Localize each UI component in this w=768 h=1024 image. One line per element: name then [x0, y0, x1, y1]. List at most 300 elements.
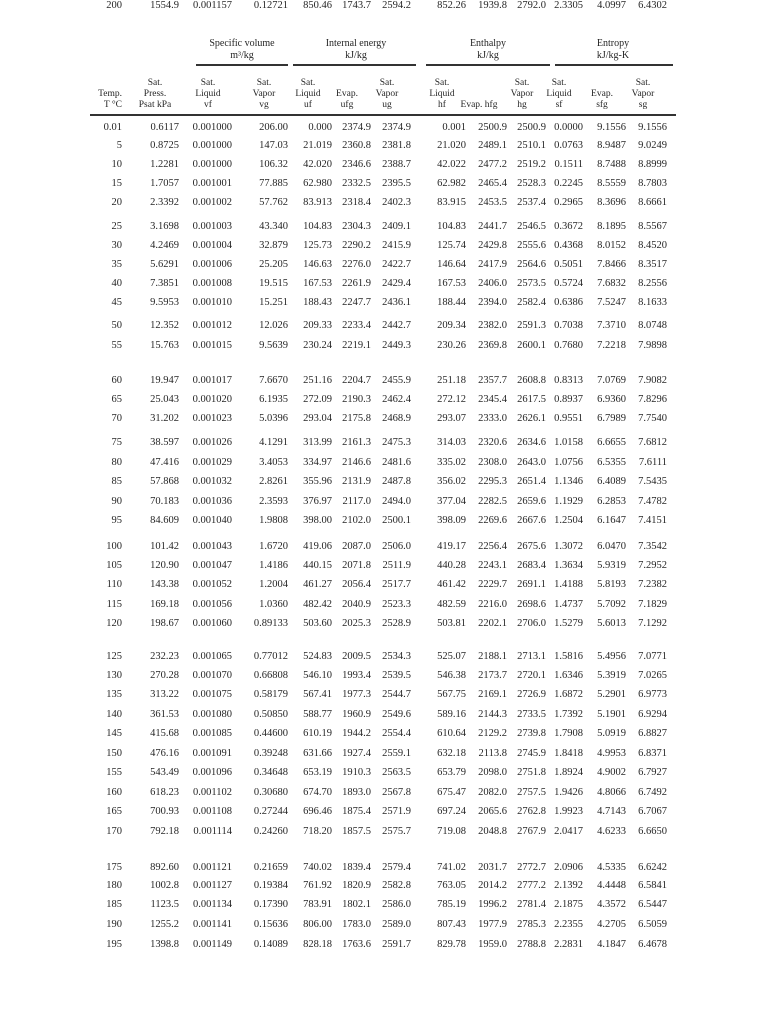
- table-cell: 0.001000: [192, 159, 232, 170]
- column-header-line: Psat kPa: [138, 100, 172, 110]
- table-cell: 5.8193: [597, 579, 626, 590]
- table-cell: 1.4188: [554, 579, 583, 590]
- table-cell: 77.885: [259, 178, 288, 189]
- table-cell: 8.3517: [638, 259, 667, 270]
- table-cell: 0.001003: [192, 221, 232, 232]
- table-cell: 2549.6: [382, 709, 411, 720]
- table-cell: 7.7540: [638, 413, 667, 424]
- table-cell: 2.2831: [554, 939, 583, 950]
- table-cell: 2594.2: [382, 0, 411, 11]
- table-cell: 65: [111, 394, 122, 405]
- table-cell: 1.9808: [259, 515, 288, 526]
- table-cell: 175: [106, 862, 122, 873]
- table-cell: 2048.8: [478, 826, 507, 837]
- table-cell: 1783.0: [342, 919, 371, 930]
- table-cell: 2065.6: [478, 806, 507, 817]
- table-cell: 165: [106, 806, 122, 817]
- table-cell: 104.83: [437, 221, 466, 232]
- table-cell: 0.34648: [253, 767, 288, 778]
- table-cell: 8.1895: [597, 221, 626, 232]
- table-cell: 588.77: [303, 709, 332, 720]
- table-cell: 718.20: [303, 826, 332, 837]
- table-cell: 2381.8: [382, 140, 411, 151]
- table-cell: 125.74: [437, 240, 466, 251]
- table-cell: 251.16: [303, 375, 332, 386]
- table-cell: 2190.3: [342, 394, 371, 405]
- table-cell: 15: [111, 178, 122, 189]
- table-cell: 1910.3: [342, 767, 371, 778]
- table-cell: 6.4678: [638, 939, 667, 950]
- table-cell: 1.3072: [554, 541, 583, 552]
- table-cell: 7.2952: [638, 560, 667, 571]
- column-header-line: Sat.: [379, 78, 395, 88]
- table-cell: 7.5435: [638, 476, 667, 487]
- table-cell: 0.50850: [253, 709, 288, 720]
- table-cell: 2.0417: [554, 826, 583, 837]
- table-cell: 9.5639: [259, 340, 288, 351]
- table-cell: 361.53: [150, 709, 179, 720]
- table-cell: 6.7492: [638, 787, 667, 798]
- table-cell: 2442.7: [382, 320, 411, 331]
- table-cell: 2500.9: [517, 122, 546, 133]
- table-cell: 2726.9: [517, 689, 546, 700]
- table-cell: 2219.1: [342, 340, 371, 351]
- table-cell: 356.02: [437, 476, 466, 487]
- table-cell: 2.0906: [554, 862, 583, 873]
- table-cell: 2188.1: [478, 651, 507, 662]
- table-cell: 2320.6: [478, 437, 507, 448]
- table-cell: 546.38: [437, 670, 466, 681]
- table-cell: 8.6661: [638, 197, 667, 208]
- table-cell: 314.03: [437, 437, 466, 448]
- table-cell: 4.2469: [150, 240, 179, 251]
- table-cell: 631.66: [303, 748, 332, 759]
- table-cell: 6.8827: [638, 728, 667, 739]
- table-cell: 1.3634: [554, 560, 583, 571]
- column-header-line: Vapor: [252, 89, 276, 99]
- table-cell: 2056.4: [342, 579, 371, 590]
- table-cell: 4.2705: [597, 919, 626, 930]
- table-cell: 2500.1: [382, 515, 411, 526]
- table-cell: 1763.6: [342, 939, 371, 950]
- table-cell: 0.7038: [554, 320, 583, 331]
- table-cell: 7.0771: [638, 651, 667, 662]
- table-cell: 42.022: [437, 159, 466, 170]
- table-cell: 5.9319: [597, 560, 626, 571]
- table-cell: 1802.1: [342, 899, 371, 910]
- table-cell: 4.4448: [597, 880, 626, 891]
- table-cell: 567.41: [303, 689, 332, 700]
- table-cell: 3.1698: [150, 221, 179, 232]
- table-cell: 7.0769: [597, 375, 626, 386]
- table-cell: 2.3392: [150, 197, 179, 208]
- table-cell: 0.44600: [253, 728, 288, 739]
- table-cell: 2332.5: [342, 178, 371, 189]
- table-cell: 2563.5: [382, 767, 411, 778]
- table-cell: 313.22: [150, 689, 179, 700]
- column-header-line: Temp.: [98, 89, 122, 99]
- table-cell: 2369.8: [478, 340, 507, 351]
- table-cell: 2144.3: [478, 709, 507, 720]
- table-cell: 2071.8: [342, 560, 371, 571]
- table-cell: 674.70: [303, 787, 332, 798]
- table-cell: 0.58179: [253, 689, 288, 700]
- table-cell: 2243.1: [478, 560, 507, 571]
- table-cell: 543.49: [150, 767, 179, 778]
- table-cell: 2175.8: [342, 413, 371, 424]
- table-cell: 0.21659: [253, 862, 288, 873]
- table-cell: 2617.5: [517, 394, 546, 405]
- table-cell: 251.18: [437, 375, 466, 386]
- table-cell: 1960.9: [342, 709, 371, 720]
- table-cell: 6.7989: [597, 413, 626, 424]
- table-cell: 188.43: [303, 297, 332, 308]
- table-cell: 2.3593: [259, 496, 288, 507]
- table-cell: 2739.8: [517, 728, 546, 739]
- table-cell: 5.4956: [597, 651, 626, 662]
- table-cell: 35: [111, 259, 122, 270]
- table-cell: 503.60: [303, 618, 332, 629]
- table-cell: 610.19: [303, 728, 332, 739]
- group-header-rule: [293, 64, 416, 66]
- table-cell: 0.001108: [193, 806, 232, 817]
- table-cell: 8.5559: [597, 178, 626, 189]
- table-cell: 0.12721: [253, 0, 288, 11]
- table-cell: 3.4053: [259, 457, 288, 468]
- table-cell: 0.0763: [554, 140, 583, 151]
- table-cell: 0.001029: [192, 457, 232, 468]
- column-header-line: ufg: [340, 100, 354, 110]
- table-cell: 31.202: [150, 413, 179, 424]
- table-cell: 19.947: [150, 375, 179, 386]
- table-cell: 0.001008: [192, 278, 232, 289]
- table-cell: 2468.9: [382, 413, 411, 424]
- table-cell: 0.39248: [253, 748, 288, 759]
- table-cell: 4.7143: [597, 806, 626, 817]
- table-cell: 2608.8: [517, 375, 546, 386]
- table-cell: 6.1935: [259, 394, 288, 405]
- table-cell: 1.6346: [554, 670, 583, 681]
- column-header-line: vg: [259, 100, 269, 110]
- header-bottom-rule: [90, 114, 676, 116]
- table-cell: 696.46: [303, 806, 332, 817]
- table-cell: 105: [106, 560, 122, 571]
- table-cell: 1.0756: [554, 457, 583, 468]
- table-cell: 25.205: [259, 259, 288, 270]
- table-cell: 7.1829: [638, 599, 667, 610]
- table-cell: 180: [106, 880, 122, 891]
- column-header-line: Sat.: [434, 78, 450, 88]
- table-cell: 852.26: [437, 0, 466, 11]
- table-cell: 8.7803: [638, 178, 667, 189]
- table-cell: 7.8296: [638, 394, 667, 405]
- table-cell: 2465.4: [478, 178, 507, 189]
- table-cell: 8.9487: [597, 140, 626, 151]
- table-cell: 0.001004: [192, 240, 232, 251]
- column-header-line: Sat.: [635, 78, 651, 88]
- table-cell: 106.32: [259, 159, 288, 170]
- table-cell: 2579.4: [382, 862, 411, 873]
- table-cell: 2481.6: [382, 457, 411, 468]
- table-cell: 2261.9: [342, 278, 371, 289]
- table-cell: 146.63: [303, 259, 332, 270]
- table-cell: 2169.1: [478, 689, 507, 700]
- table-cell: 2698.6: [517, 599, 546, 610]
- table-cell: 169.18: [150, 599, 179, 610]
- table-cell: 0.9551: [554, 413, 583, 424]
- table-cell: 6.8371: [638, 748, 667, 759]
- table-cell: 1927.4: [342, 748, 371, 759]
- table-cell: 4.8066: [597, 787, 626, 798]
- table-cell: 2417.9: [478, 259, 507, 270]
- table-cell: 83.913: [303, 197, 332, 208]
- table-cell: 5.1901: [597, 709, 626, 720]
- table-cell: 7.6670: [259, 375, 288, 386]
- table-cell: 2082.0: [478, 787, 507, 798]
- table-cell: 120.90: [150, 560, 179, 571]
- table-cell: 135: [106, 689, 122, 700]
- table-cell: 2009.5: [342, 651, 371, 662]
- table-cell: 12.352: [150, 320, 179, 331]
- table-cell: 1.1929: [554, 496, 583, 507]
- table-cell: 2528.3: [517, 178, 546, 189]
- table-cell: 2290.2: [342, 240, 371, 251]
- table-cell: 9.5953: [150, 297, 179, 308]
- table-cell: 190: [106, 919, 122, 930]
- table-cell: 2102.0: [342, 515, 371, 526]
- table-cell: 2788.8: [517, 939, 546, 950]
- table-cell: 2173.7: [478, 670, 507, 681]
- column-header-line: vf: [204, 100, 212, 110]
- table-cell: 167.53: [437, 278, 466, 289]
- table-cell: 83.915: [437, 197, 466, 208]
- table-cell: 850.46: [303, 0, 332, 11]
- column-header-line: Vapor: [631, 89, 655, 99]
- column-header-line: Vapor: [510, 89, 534, 99]
- group-header-rule: [426, 64, 550, 66]
- table-cell: 2256.4: [478, 541, 507, 552]
- table-cell: 7.9082: [638, 375, 667, 386]
- table-cell: 30: [111, 240, 122, 251]
- table-cell: 2146.6: [342, 457, 371, 468]
- table-cell: 150: [106, 748, 122, 759]
- table-cell: 2346.6: [342, 159, 371, 170]
- table-cell: 0.001002: [192, 197, 232, 208]
- table-cell: 60: [111, 375, 122, 386]
- table-cell: 110: [106, 579, 122, 590]
- table-cell: 476.16: [150, 748, 179, 759]
- table-cell: 32.879: [259, 240, 288, 251]
- table-cell: 8.2556: [638, 278, 667, 289]
- table-cell: 6.6655: [597, 437, 626, 448]
- table-cell: 2318.4: [342, 197, 371, 208]
- table-cell: 2537.4: [517, 197, 546, 208]
- column-header-line: Sat.: [514, 78, 530, 88]
- table-cell: 0.000: [308, 122, 332, 133]
- table-cell: 0.001000: [192, 122, 232, 133]
- table-cell: 4.5335: [597, 862, 626, 873]
- table-cell: 0.24260: [253, 826, 288, 837]
- table-cell: 2025.3: [342, 618, 371, 629]
- column-header-line: hf: [438, 100, 446, 110]
- table-cell: 6.7927: [638, 767, 667, 778]
- table-cell: 2031.7: [478, 862, 507, 873]
- column-header-line: Liquid: [546, 89, 572, 99]
- table-cell: 2394.0: [478, 297, 507, 308]
- table-cell: 376.97: [303, 496, 332, 507]
- table-cell: 209.34: [437, 320, 466, 331]
- table-cell: 5.0396: [259, 413, 288, 424]
- table-cell: 1.8418: [554, 748, 583, 759]
- table-cell: 2519.2: [517, 159, 546, 170]
- table-cell: 8.0748: [638, 320, 667, 331]
- table-cell: 5.6291: [150, 259, 179, 270]
- table-cell: 1.4186: [259, 560, 288, 571]
- table-cell: 9.0249: [638, 140, 667, 151]
- table-cell: 2295.3: [478, 476, 507, 487]
- table-cell: 0.001056: [192, 599, 232, 610]
- table-cell: 7.0265: [638, 670, 667, 681]
- table-cell: 0.001141: [193, 919, 232, 930]
- table-cell: 95: [111, 515, 122, 526]
- table-cell: 2374.9: [382, 122, 411, 133]
- table-cell: 167.53: [303, 278, 332, 289]
- table-cell: 567.75: [437, 689, 466, 700]
- table-cell: 147.03: [259, 140, 288, 151]
- table-cell: 0.7680: [554, 340, 583, 351]
- table-cell: 2751.8: [517, 767, 546, 778]
- table-cell: 2745.9: [517, 748, 546, 759]
- table-cell: 0.001023: [192, 413, 232, 424]
- table-cell: 1002.8: [150, 880, 179, 891]
- table-cell: 1554.9: [150, 0, 179, 11]
- table-cell: 19.515: [259, 278, 288, 289]
- table-cell: 1.2504: [554, 515, 583, 526]
- table-cell: 15.251: [259, 297, 288, 308]
- table-cell: 145: [106, 728, 122, 739]
- table-cell: 2591.7: [382, 939, 411, 950]
- table-cell: 6.5059: [638, 919, 667, 930]
- table-cell: 2534.3: [382, 651, 411, 662]
- table-cell: 4.9002: [597, 767, 626, 778]
- table-cell: 2555.6: [517, 240, 546, 251]
- group-header-unit: kJ/kg-K: [596, 50, 630, 61]
- table-cell: 2.1875: [554, 899, 583, 910]
- column-header-line: Sat.: [147, 78, 163, 88]
- table-cell: 70: [111, 413, 122, 424]
- table-cell: 806.00: [303, 919, 332, 930]
- table-cell: 101.42: [150, 541, 179, 552]
- table-cell: 7.9898: [638, 340, 667, 351]
- table-cell: 1977.3: [342, 689, 371, 700]
- table-cell: 700.93: [150, 806, 179, 817]
- table-cell: 2402.3: [382, 197, 411, 208]
- table-cell: 195: [106, 939, 122, 950]
- table-cell: 5.2901: [597, 689, 626, 700]
- table-cell: 2544.7: [382, 689, 411, 700]
- table-cell: 5.7092: [597, 599, 626, 610]
- table-cell: 2559.1: [382, 748, 411, 759]
- table-cell: 2360.8: [342, 140, 371, 151]
- table-cell: 2626.1: [517, 413, 546, 424]
- table-cell: 2.1392: [554, 880, 583, 891]
- table-cell: 25: [111, 221, 122, 232]
- table-cell: 2573.5: [517, 278, 546, 289]
- table-cell: 2382.0: [478, 320, 507, 331]
- table-cell: 2374.9: [342, 122, 371, 133]
- table-cell: 2589.0: [382, 919, 411, 930]
- table-cell: 6.9773: [638, 689, 667, 700]
- table-cell: 2204.7: [342, 375, 371, 386]
- table-cell: 2523.3: [382, 599, 411, 610]
- table-cell: 8.1633: [638, 297, 667, 308]
- table-cell: 6.5355: [597, 457, 626, 468]
- table-cell: 2131.9: [342, 476, 371, 487]
- table-cell: 55: [111, 340, 122, 351]
- table-cell: 1996.2: [478, 899, 507, 910]
- table-cell: 2785.3: [517, 919, 546, 930]
- table-cell: 7.3851: [150, 278, 179, 289]
- table-cell: 2720.1: [517, 670, 546, 681]
- table-cell: 828.18: [303, 939, 332, 950]
- table-cell: 2282.5: [478, 496, 507, 507]
- table-cell: 85: [111, 476, 122, 487]
- table-cell: 0.001102: [193, 787, 232, 798]
- table-cell: 2781.4: [517, 899, 546, 910]
- table-cell: 5.0919: [597, 728, 626, 739]
- table-cell: 589.16: [437, 709, 466, 720]
- table-cell: 200: [106, 0, 122, 11]
- table-cell: 1.2004: [259, 579, 288, 590]
- table-cell: 2436.1: [382, 297, 411, 308]
- table-cell: 0.001114: [193, 826, 232, 837]
- table-cell: 0.4368: [554, 240, 583, 251]
- table-cell: 4.3572: [597, 899, 626, 910]
- table-cell: 7.5247: [597, 297, 626, 308]
- table-cell: 8.3696: [597, 197, 626, 208]
- table-cell: 0.5051: [554, 259, 583, 270]
- table-cell: 42.020: [303, 159, 332, 170]
- table-cell: 45: [111, 297, 122, 308]
- table-cell: 230.26: [437, 340, 466, 351]
- table-cell: 90: [111, 496, 122, 507]
- table-cell: 0.001065: [192, 651, 232, 662]
- table-cell: 719.08: [437, 826, 466, 837]
- table-cell: 0.3672: [554, 221, 583, 232]
- table-cell: 785.19: [437, 899, 466, 910]
- table-cell: 1.1346: [554, 476, 583, 487]
- table-cell: 0.19384: [253, 880, 288, 891]
- column-header-line: Sat.: [551, 78, 567, 88]
- table-cell: 6.5447: [638, 899, 667, 910]
- table-cell: 8.4520: [638, 240, 667, 251]
- table-cell: 2586.0: [382, 899, 411, 910]
- table-cell: 761.92: [303, 880, 332, 891]
- table-cell: 1944.2: [342, 728, 371, 739]
- table-cell: 7.6812: [638, 437, 667, 448]
- table-cell: 1.9426: [554, 787, 583, 798]
- table-cell: 0.5724: [554, 278, 583, 289]
- table-cell: 80: [111, 457, 122, 468]
- table-cell: 2767.9: [517, 826, 546, 837]
- column-header-line: Liquid: [195, 89, 221, 99]
- table-cell: 675.47: [437, 787, 466, 798]
- table-cell: 2455.9: [382, 375, 411, 386]
- table-cell: 2575.7: [382, 826, 411, 837]
- table-cell: 7.2218: [597, 340, 626, 351]
- table-cell: 0.001096: [192, 767, 232, 778]
- table-cell: 2539.5: [382, 670, 411, 681]
